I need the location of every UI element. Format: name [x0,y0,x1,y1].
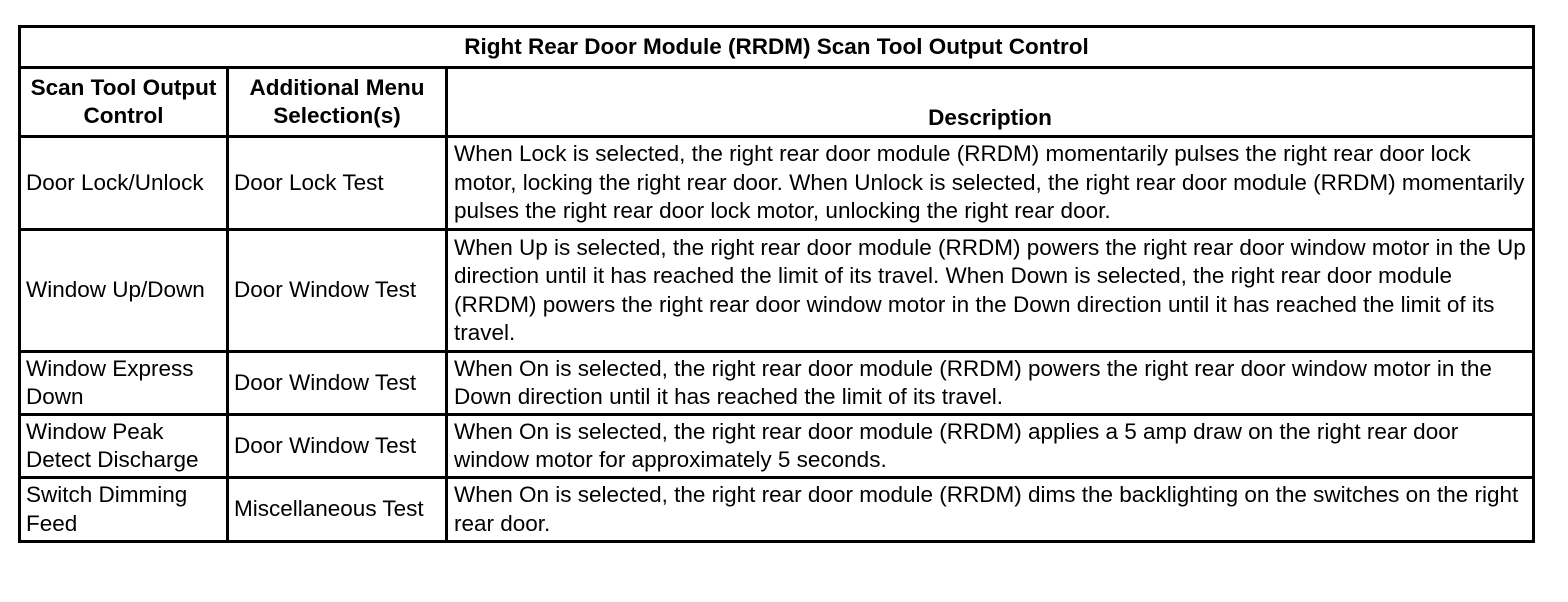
cell-menu-selection: Door Lock Test [228,137,447,230]
output-control-table [18,25,1535,543]
cell-output-control: Window Up/Down [20,230,228,352]
table-row [20,415,1534,478]
cell-description: When On is selected, the right rear door module (RRDM) applies a 5 amp draw on the right rear door window motor for approximately 5 seconds. [447,415,1534,478]
table-row [20,230,1534,352]
cell-description: When Up is selected, the right rear door module (RRDM) powers the right rear door window motor in the Up direction until it has reached the limit of its travel. When Down is selected, the right rear door module (RRDM) powers the right rear door window motor in the Down direction until it has reached the limit of its travel. [447,230,1534,352]
table-row [20,352,1534,415]
table-title: Right Rear Door Module (RRDM) Scan Tool Output Control [20,27,1534,68]
header-menu-selection: Additional Menu Selection(s) [228,68,447,137]
cell-description: When On is selected, the right rear door module (RRDM) powers the right rear door window motor in the Down direction until it has reached the limit of its travel. [447,352,1534,415]
header-description: Description [447,68,1534,137]
cell-menu-selection: Door Window Test [228,352,447,415]
cell-description: When On is selected, the right rear door module (RRDM) dims the backlighting on the switches on the right rear door. [447,478,1534,542]
cell-menu-selection: Door Window Test [228,415,447,478]
table-row [20,478,1534,542]
cell-output-control: Window Express Down [20,352,228,415]
cell-output-control: Door Lock/Unlock [20,137,228,230]
cell-description: When Lock is selected, the right rear door module (RRDM) momentarily pulses the right rear door lock motor, locking the right rear door. When Unlock is selected, the right rear door module (RRDM) momentarily pulses the right rear door lock motor, unlocking the right rear door. [447,137,1534,230]
cell-output-control: Switch Dimming Feed [20,478,228,542]
table-row [20,137,1534,230]
header-output-control: Scan Tool Output Control [20,68,228,137]
cell-menu-selection: Door Window Test [228,230,447,352]
cell-output-control: Window Peak Detect Discharge [20,415,228,478]
cell-menu-selection: Miscellaneous Test [228,478,447,542]
